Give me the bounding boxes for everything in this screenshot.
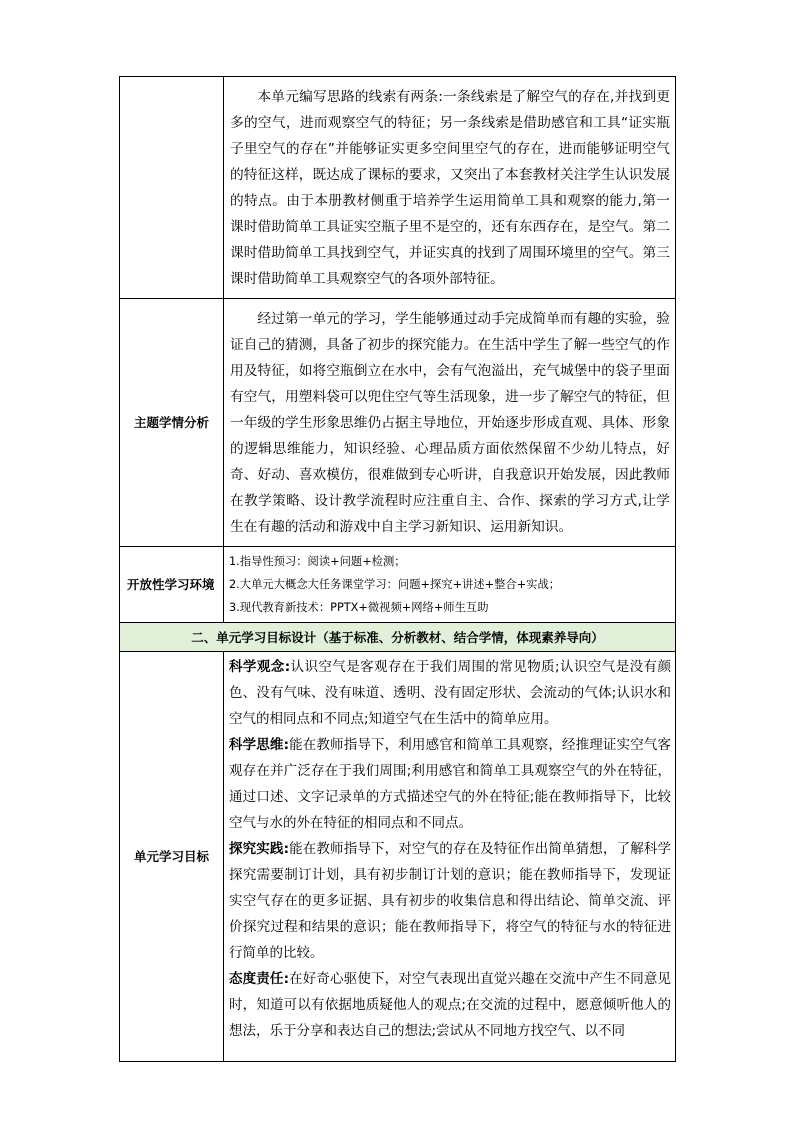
section-row	[120, 623, 676, 652]
design-content-cell	[224, 77, 676, 299]
design-label-cell	[120, 77, 224, 299]
section-heading-cell	[120, 623, 676, 652]
learner-content-cell	[224, 299, 676, 547]
goal-item	[224, 654, 675, 732]
goal-text: 能在教师指导下，对空气的存在及特征作出简单猜想，了解科学探究需要制订计划，具有初步制订计划的意识；能在教师指导下，发现证实空气存在的更多证据、具有初步的收集信息和得出结论、简单交流、评价探究过程和结果的意识；能在教师指导下，将空气的特征与水的特征进行简单的比较。	[229, 841, 672, 961]
section-heading: 二、单元学习目标设计（基于标准、分析教材、结合学情，体现素养导向）	[191, 630, 604, 645]
lesson-plan-table	[119, 76, 676, 1062]
environment-list	[224, 550, 675, 620]
environment-row	[120, 547, 676, 623]
goal-item	[224, 966, 675, 1044]
design-paragraph: 本单元编写思路的线索有两条:一条线索是了解空气的存在,并找到更多的空气，进而观察空气的特征；另一条线索是借助感官和工具“证实瓶子里空气的存在”并能够证实更多空间里空气的存在，进而能够证明空气的特征这样，既达成了课标的要求，又突出了本套教材关注学生认识发展的特点。由于本册教材侧重于培养学生运用简单工具和观察的能力,第一课时借助简单工具证实空瓶子里不是空的，还有东西存在，是空气。第二课时借助简单工具找到空气，并证实真的找到了周围环境里的空气。第三课时借助简单工具观察空气的各项外部特征。	[230, 88, 670, 287]
environment-label: 开放性学习环境	[127, 576, 215, 592]
goal-item	[224, 732, 675, 836]
goals-content-cell	[224, 652, 676, 1062]
goal-tag: 科学观念:	[229, 659, 291, 675]
goal-text: 在好奇心驱使下，对空气表现出直觉兴趣在交流中产生不同意见时，知道可以有依据地质疑他人的观点;在交流的过程中，愿意倾听他人的想法，乐于分享和表达自己的想法;尝试从不同地方找空气、以不同	[229, 971, 672, 1039]
goal-tag: 科学思维:	[229, 737, 289, 753]
goals-row	[120, 652, 676, 1062]
goals-list	[224, 652, 675, 1044]
learner-paragraph: 经过第一单元的学习，学生能够通过动手完成简单而有趣的实验，验证自己的猜测，具备了初步的探究能力。在生活中学生了解一些空气的作用及特征，如将空瓶倒立在水中，会有气泡溢出，充气城堡中的袋子里面有空气，用塑料袋可以兜住空气等生活现象，进一步了解空气的特征，但一年级的学生形象思维仍占据主导地位，开始逐步形成直观、具体、形象的逻辑思维能力，知识经验、心理品质方面依然保留不少幼儿特点，好奇、好动、喜欢模仿，很难做到专心听讲，自我意识开始发展，因此教师在教学策略、设计教学流程时应注重自主、合作、探索的学习方式,让学生在有趣的活动和游戏中自主学习新知识、运用新知识。	[230, 310, 670, 535]
design-row	[120, 77, 676, 299]
learner-label: 主题学情分析	[133, 414, 209, 430]
goals-label: 单元学习目标	[133, 848, 209, 864]
environment-item: 2.大单元大概念大任务课堂学习：问题+探究+讲述+整合+实战；	[229, 577, 561, 591]
learner-label-cell	[120, 299, 224, 547]
goal-item	[224, 836, 675, 966]
goal-text: 认识空气是客观存在于我们周围的常见物质;认识空气是没有颜色、没有气味、没有味道、透明、没有固定形状、会流动的气体;认识水和空气的相同点和不同点;知道空气在生活中的简单应用。	[229, 659, 671, 727]
environment-item: 1.指导性预习：阅读+问题+检测；	[229, 554, 406, 568]
goals-label-cell	[120, 652, 224, 1062]
environment-content-cell	[224, 547, 676, 623]
goal-tag: 态度责任:	[229, 971, 289, 987]
environment-label-cell	[120, 547, 224, 623]
goal-text: 能在教师指导下，利用感官和简单工具观察，经推理证实空气客观存在并广泛存在于我们周围;利用感官和简单工具观察空气的外在特征，通过口述、文字记录单的方式描述空气的外在特征;能在教师指导下，比较空气与水的外在特征的相同点和不同点。	[229, 737, 672, 831]
goal-tag: 探究实践:	[229, 841, 289, 857]
learner-row	[120, 299, 676, 547]
environment-item: 3.现代教育新技术：PPTX+微视频+网络+师生互助	[229, 601, 489, 615]
